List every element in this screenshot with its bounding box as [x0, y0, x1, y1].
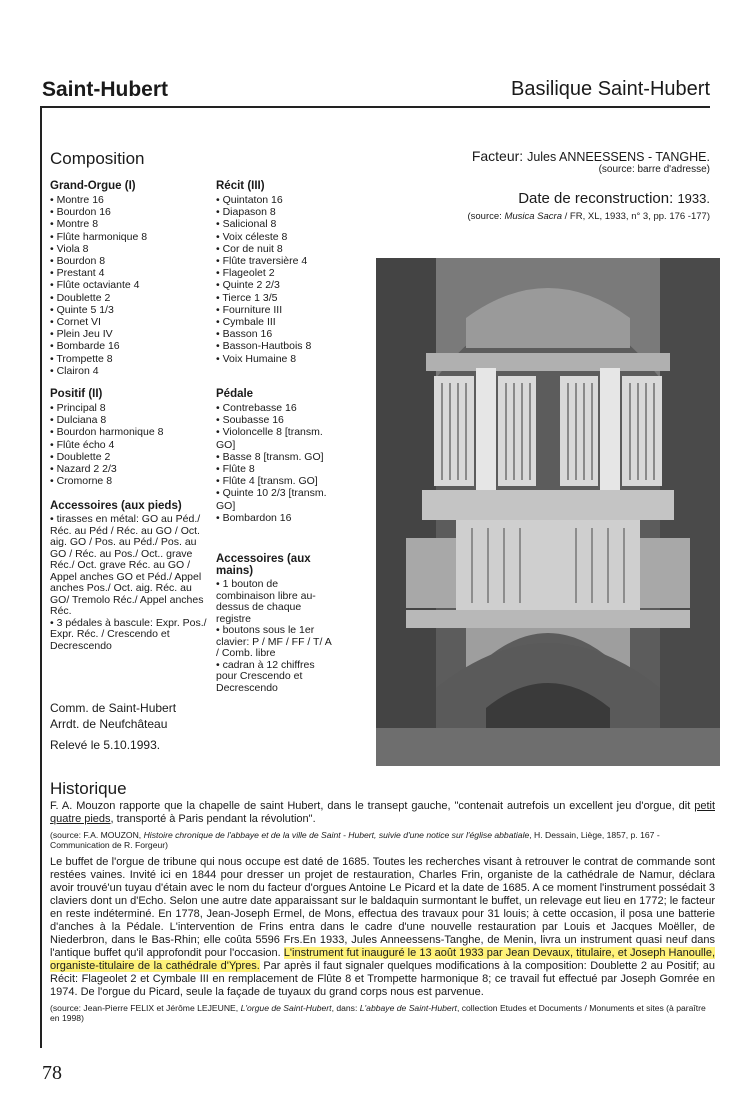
stop-item: • Cromorne 8 [50, 475, 215, 487]
stop-item: • Quinte 2 2/3 [216, 279, 366, 291]
stop-item: • Cymbale III [216, 316, 366, 328]
stop-item: • Dulciana 8 [50, 414, 215, 426]
commune-text: Comm. de Saint-Hubert [50, 701, 177, 715]
stop-item: • Flûte harmonique 8 [50, 231, 210, 243]
date-label: Date de reconstruction: [518, 190, 674, 207]
stop-item: • Salicional 8 [216, 218, 366, 230]
facteur-value: Jules ANNEESSENS - TANGHE. [527, 150, 710, 164]
historique-intro [50, 800, 715, 850]
facteur-line [472, 148, 710, 164]
stop-item: • Bombardon 16 [216, 512, 341, 524]
historique-source-2: (source: Jean-Pierre FELIX et Jérôme LEJEUNE, L'orgue de Saint-Hubert, dans: L'abbaye de Saint-Hubert, collection Etudes et Documents / Monuments et sites (à paraître en 1998) [50, 1003, 706, 1023]
releve-date: Relevé le 5.10.1993. [50, 738, 161, 752]
stop-item: • Basse 8 [transm. GO] [216, 451, 341, 463]
stop-item: • Trompette 8 [50, 353, 210, 365]
stop-item: • Flûte écho 4 [50, 439, 215, 451]
stop-item: • boutons sous le 1er clavier: P / MF / FF / T/ A / Comb. libre [216, 625, 334, 660]
date-source: (source: Musica Sacra / FR, XL, 1933, n° 3, pp. 176 -177) [467, 211, 710, 222]
pedale-section [216, 388, 341, 524]
page-left-title: Saint-Hubert [42, 78, 168, 101]
stop-item: • Doublette 2 [50, 292, 210, 304]
stop-item: • Soubasse 16 [216, 414, 341, 426]
stop-item: • cadran à 12 chiffres pour Crescendo et Decrescendo [216, 660, 334, 695]
positif-section [50, 388, 215, 487]
stop-item: • 1 bouton de combinaison libre au-dessus de chaque registre [216, 579, 334, 625]
stop-item: • Basson-Hautbois 8 [216, 340, 366, 352]
stop-item: • Principal 8 [50, 402, 215, 414]
grand-orgue-section [50, 180, 210, 377]
stop-item: • Diapason 8 [216, 206, 366, 218]
stop-item: • Violoncelle 8 [transm. GO] [216, 426, 341, 450]
stop-item: • Bombarde 16 [50, 340, 210, 352]
stop-item: • Flûte 4 [transm. GO] [216, 475, 341, 487]
stop-item: • Flûte traversière 4 [216, 255, 366, 267]
stop-item: • Plein Jeu IV [50, 328, 210, 340]
stop-item: • Quintaton 16 [216, 194, 366, 206]
stop-item: • Basson 16 [216, 328, 366, 340]
stop-item: • Quinte 5 1/3 [50, 304, 210, 316]
stop-item: • Nazard 2 2/3 [50, 463, 215, 475]
date-value: 1933. [677, 191, 710, 206]
pedale-stops [216, 402, 341, 524]
historique-heading: Historique [50, 779, 127, 798]
stop-item: • Voix Humaine 8 [216, 353, 366, 365]
pedale-title: Pédale [216, 388, 254, 400]
accessoires-pieds-title: Accessoires (aux pieds) [50, 500, 182, 512]
stop-item: • Bourdon 16 [50, 206, 210, 218]
stop-item: • Bourdon harmonique 8 [50, 426, 215, 438]
stop-item: • Fourniture III [216, 304, 366, 316]
stop-item: • Quinte 10 2/3 [transm. GO] [216, 487, 341, 511]
header-rule [40, 106, 710, 108]
stop-item: • Voix céleste 8 [216, 231, 366, 243]
facteur-label: Facteur: [471, 148, 524, 164]
accessoires-pieds-list [50, 514, 208, 652]
organ-photo [376, 258, 720, 766]
page-number: 78 [42, 1062, 62, 1084]
underlined-term: petit quatre pieds [50, 800, 715, 825]
recit-section [216, 180, 366, 365]
accessoires-mains-title: Accessoires (aux mains) [216, 553, 311, 577]
stop-item: • Doublette 2 [50, 451, 215, 463]
stop-item: • Montre 8 [50, 218, 210, 230]
facteur-source: (source: barre d'adresse) [598, 164, 710, 175]
grand-orgue-stops [50, 194, 210, 377]
left-margin-rule [40, 106, 42, 1048]
stop-item: • Montre 16 [50, 194, 210, 206]
accessoires-mains-section [216, 553, 334, 694]
location-block [50, 700, 176, 753]
stop-item: • Viola 8 [50, 243, 210, 255]
stop-item: • Flûte octaviante 4 [50, 279, 210, 291]
accessoires-pieds-section [50, 500, 208, 652]
historique-body [50, 856, 715, 1023]
stop-item: • Bourdon 8 [50, 255, 210, 267]
stop-item: • Tierce 1 3/5 [216, 292, 366, 304]
stop-item: • Clairon 4 [50, 365, 210, 377]
historique-paragraph-1: F. A. Mouzon rapporte que la chapelle de saint Hubert, dans le transept gauche, "contenait autrefois un excellent jeu d'orgue, dit petit quatre pieds, transporté à Paris pendant la révolution". [50, 800, 715, 825]
date-line [518, 190, 710, 207]
stop-item: • Cor de nuit 8 [216, 243, 366, 255]
stop-item: • Flûte 8 [216, 463, 341, 475]
positif-stops [50, 402, 215, 487]
recit-stops [216, 194, 366, 365]
stop-item: • Cornet VI [50, 316, 210, 328]
stop-item: • Flageolet 2 [216, 267, 366, 279]
page-right-title: Basilique Saint-Hubert [511, 78, 710, 100]
positif-title: Positif (II) [50, 388, 103, 400]
composition-heading: Composition [50, 149, 145, 168]
stop-item: • tirasses en métal: GO au Péd./ Réc. au Péd / Réc. au GO / Oct. aig. GO / Pos. au Péd./ Pos. au GO / Réc. au Pos./ Oct.. grave Réc./ Oct. grave Réc. au GO / Appel anches GO et Péd./ Appel anches Pos./ Oct. aig. Réc. au GO/ Tremolo Réc./ Appel anches Réc. [50, 514, 208, 618]
stop-item: • Prestant 4 [50, 267, 210, 279]
grand-orgue-title: Grand-Orgue (I) [50, 180, 136, 192]
historique-paragraph-2: Le buffet de l'orgue de tribune qui nous occupe est daté de 1685. Toutes les recherches visant à retrouver le contrat de commande sont restées vaines. Invité ici en 1844 pour dresser un projet de restauration, Charles Frin, organiste de la cathédrale de Namur, déclara avoir trouvé'un tuyau d'étain avec le nom du facteur d'orgues Antoine Le Picard et la date de 1685. A ce moment l'instrument possédait 3 claviers dont un d'Echo. Selon une autre date apparaissant sur le baldaquin surmontant le buffet, un relevage eut lieu en 1772; le facteur en reste indéterminé. En 1778, Jean-Joseph Ermel, de Mons, effectua des travaux pour 31 louis; à cette occasion, il posa une batterie d'anches à la Pédale. L'intervention de Frins entra dans le cadre d'une nouvelle restauration par Louis et Jacques Moëller, de Niederbron, dans le Bas-Rhin; elle coûta 5596 Frs.En 1933, Jules Anneessens-Tanghe, de Menin, livra un instrument quasi neuf dans l'antique buffet qu'il approfondit pour l'occasion. L'instrument fut inauguré le 13 août 1933 par Jean Devaux, titulaire, et Joseph Hanoulle, organiste-titulaire de la cathédrale d'Ypres. Par après il faut signaler quelques modifications à la composition: Doublette 2 au Positif; au Récit: Flageolet 2 et Cymbale III en remplacement de Flûte 8 et Trompette harmonique 8; ce travail fut effectué par Joseph Gomrée en 1974. De l'orgue du Picard, seule la façade de tuyaux du grand corps nous est parvenue. [50, 856, 715, 998]
stop-item: • Contrebasse 16 [216, 402, 341, 414]
highlighted-text: L'instrument fut inauguré le 13 août 1933 par Jean Devaux, titulaire, et Joseph Hanoulle, organiste-titulaire de la cathédrale d'Ypres. [50, 947, 715, 972]
recit-title: Récit (III) [216, 180, 265, 192]
accessoires-mains-list [216, 579, 334, 694]
historique-source-1: (source: F.A. MOUZON, Histoire chronique de l'abbaye et de la ville de Saint - Hubert, suivie d'une notice sur l'église abbatiale, H. Dessain, Liège, 1857, p. 167 - Communication de R. Forgeur) [50, 830, 660, 850]
stop-item: • 3 pédales à bascule: Expr. Pos./ Expr. Réc. / Crescendo et Decrescendo [50, 618, 208, 653]
arrondissement-text: Arrdt. de Neufchâteau [50, 717, 168, 731]
